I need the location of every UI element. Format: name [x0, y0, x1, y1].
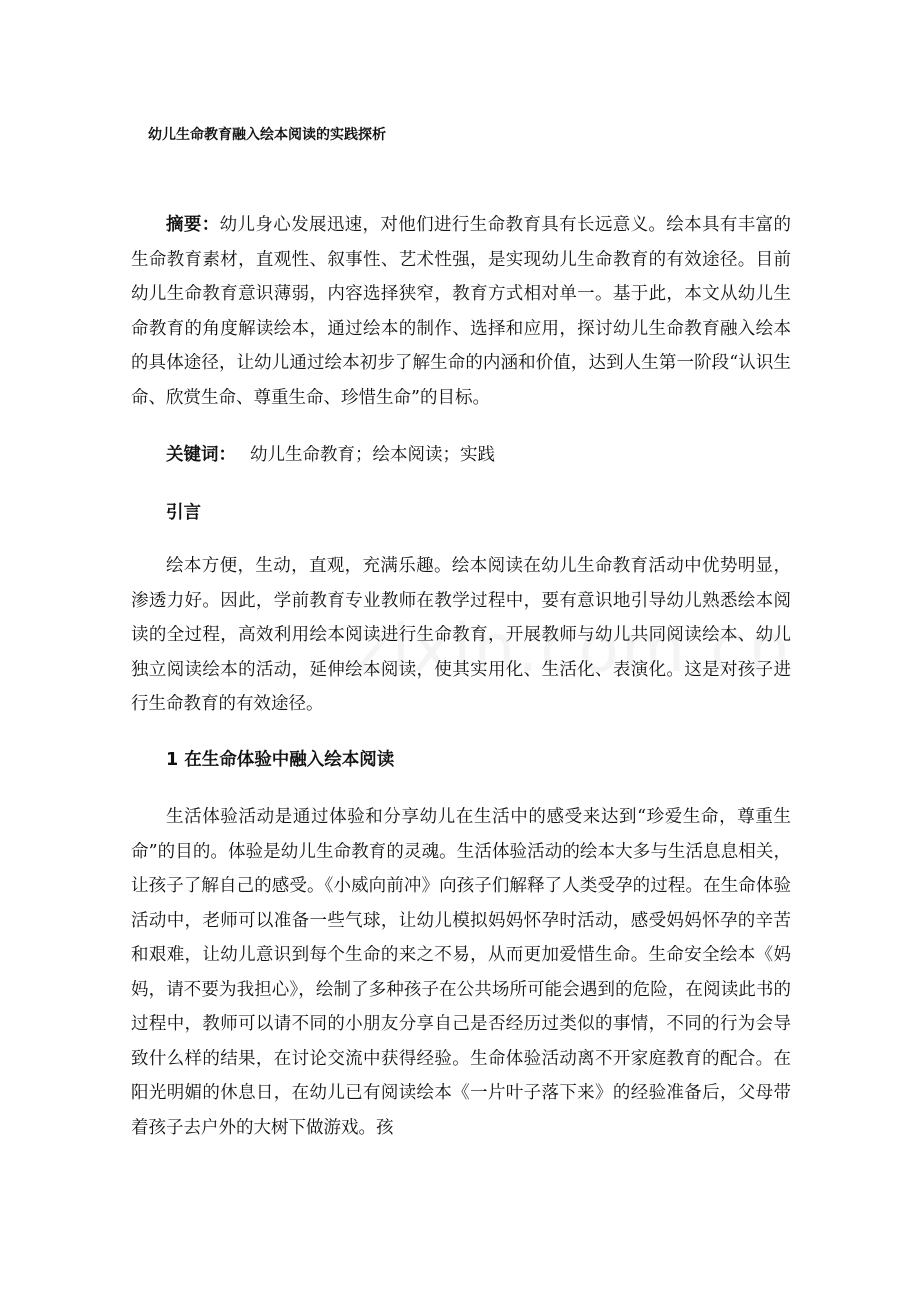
intro-paragraph: 绘本方便，生动，直观，充满乐趣。绘本阅读在幼儿生命教育活动中优势明显，渗透力好。因此，学前教育专业教师在教学过程中，要有意识地引导幼儿熟悉绘本阅读的全过程，高效利用绘本阅读进行生命教育，开展教师与幼儿共同阅读绘本、幼儿独立阅读绘本的活动，延伸绘本阅读，使其实用化、生活化、表演化。这是对孩子进行生命教育的有效途径。 — [131, 556, 791, 714]
abstract-label: 摘要： — [166, 215, 220, 235]
abstract-paragraph — [131, 208, 791, 415]
keywords-paragraph — [131, 438, 791, 473]
keywords-label: 关键词： — [166, 445, 236, 465]
abstract-text: 幼儿身心发展迅速，对他们进行生命教育具有长远意义。绘本具有丰富的生命教育素材，直观性、叙事性、艺术性强，是实现幼儿生命教育的有效途径。目前幼儿生命教育意识薄弱，内容选择狭窄，教育方式相对单一。基于此，本文从幼儿生命教育的角度解读绘本，通过绘本的制作、选择和应用，探讨幼儿生命教育融入绘本的具体途径，让幼儿通过绘本初步了解生命的内涵和价值，达到人生第一阶段“认识生命、欣赏生命、尊重生命、珍惜生命”的目标。 — [131, 215, 792, 408]
watermark — [355, 610, 792, 687]
document-title: 幼儿生命教育融入绘本阅读的实践探析 — [148, 127, 386, 143]
section1-paragraph: 生活体验活动是通过体验和分享幼儿在生活中的感受来达到“珍爱生命，尊重生命”的目的。体验是幼儿生命教育的灵魂。生活体验活动的绘本大多与生活息息相关，让孩子了解自己的感受。《小威向前冲》向孩子们解释了人类受孕的过程。在生命体验活动中，老师可以准备一些气球，让幼儿模拟妈妈怀孕时活动，感受妈妈怀孕的辛苦和艰难，让幼儿意识到每个生命的来之不易，从而更加爱惜生命。生命安全绘本《妈妈，请不要为我担心》，绘制了多种孩子在公共场所可能会遇到的危险，在阅读此书的过程中，教师可以请不同的小朋友分享自己是否经历过类似的事情，不同的行为会导致什么样的结果，在讨论交流中获得经验。生命体验活动离不开家庭教育的配合。在阳光明媚的休息日，在幼儿已有阅读绘本《一片叶子落下来》的经验准备后，父母带着孩子去户外的大树下做游戏。孩 — [131, 807, 791, 1138]
intro-heading: 引言 — [166, 502, 201, 523]
keywords-text: 幼儿生命教育；绘本阅读；实践 — [250, 445, 495, 465]
section1-heading: 1 在生命体验中融入绘本阅读 — [166, 749, 395, 770]
